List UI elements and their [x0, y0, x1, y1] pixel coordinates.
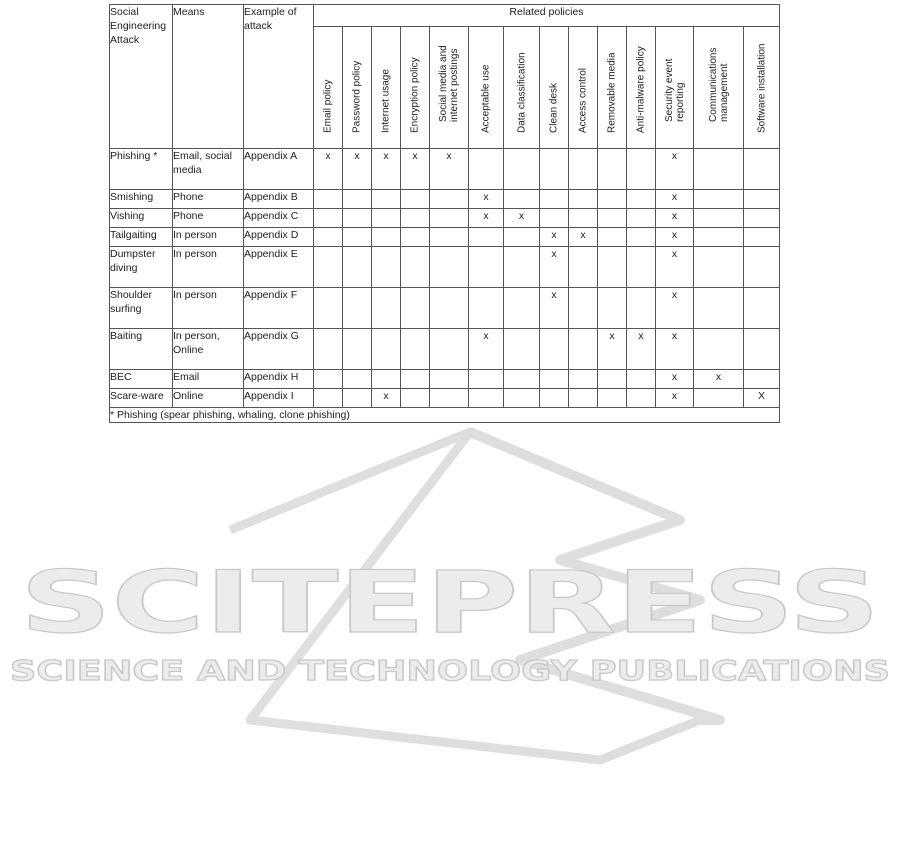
- mark-cell: [314, 228, 343, 247]
- mark-cell: [504, 149, 540, 190]
- mark-cell: [469, 149, 504, 190]
- policy-header: [314, 26, 343, 148]
- mark-cell: [504, 247, 540, 288]
- mark-cell: [744, 247, 780, 288]
- mark-cell: [540, 370, 569, 389]
- policy-label: Anti-malware policy: [635, 46, 647, 133]
- policy-header: [372, 26, 401, 148]
- means-cell: In person: [173, 228, 244, 247]
- example-cell: Appendix H: [244, 370, 314, 389]
- mark-cell: [343, 389, 372, 408]
- attack-cell: Dumpster diving: [110, 247, 173, 288]
- policy-label: Internet usage: [380, 69, 392, 133]
- mark-cell: [343, 370, 372, 389]
- mark-cell: x: [656, 190, 694, 209]
- mark-cell: [343, 190, 372, 209]
- policy-label: Security event reporting: [663, 58, 686, 122]
- mark-cell: [430, 209, 469, 228]
- mark-cell: [430, 389, 469, 408]
- mark-cell: [694, 228, 744, 247]
- mark-cell: x: [656, 149, 694, 190]
- mark-cell: x: [401, 149, 430, 190]
- mark-cell: [372, 288, 401, 329]
- table-row: [110, 288, 780, 329]
- mark-cell: [401, 209, 430, 228]
- mark-cell: [627, 209, 656, 228]
- mark-cell: [372, 370, 401, 389]
- mark-cell: [504, 228, 540, 247]
- mark-cell: x: [343, 149, 372, 190]
- mark-cell: [469, 288, 504, 329]
- header-attack: Social Engineering Attack: [110, 5, 173, 149]
- mark-cell: [569, 370, 598, 389]
- mark-cell: [343, 288, 372, 329]
- mark-cell: [627, 247, 656, 288]
- footnote-row: [110, 408, 780, 423]
- mark-cell: x: [540, 247, 569, 288]
- mark-cell: x: [469, 190, 504, 209]
- mark-cell: [694, 209, 744, 228]
- mark-cell: x: [314, 149, 343, 190]
- mark-cell: [540, 209, 569, 228]
- mark-cell: x: [540, 288, 569, 329]
- mark-cell: [569, 190, 598, 209]
- mark-cell: [314, 370, 343, 389]
- mark-cell: [401, 228, 430, 247]
- mark-cell: [401, 190, 430, 209]
- policy-header: [469, 26, 504, 148]
- mark-cell: [469, 370, 504, 389]
- policy-header: [627, 26, 656, 148]
- means-cell: Phone: [173, 209, 244, 228]
- policy-label: Email policy: [322, 79, 334, 133]
- header-example: Example of attack: [244, 5, 314, 149]
- mark-cell: [598, 149, 627, 190]
- example-cell: Appendix I: [244, 389, 314, 408]
- mark-cell: [343, 329, 372, 370]
- mark-cell: x: [540, 228, 569, 247]
- means-cell: Online: [173, 389, 244, 408]
- mark-cell: x: [656, 247, 694, 288]
- mark-cell: [694, 389, 744, 408]
- mark-cell: [598, 190, 627, 209]
- mark-cell: x: [694, 370, 744, 389]
- policy-header: [744, 26, 780, 148]
- attack-cell: Phishing *: [110, 149, 173, 190]
- table-row: [110, 329, 780, 370]
- policy-header: [656, 26, 694, 148]
- mark-cell: [314, 247, 343, 288]
- means-cell: In person: [173, 288, 244, 329]
- mark-cell: [343, 228, 372, 247]
- example-cell: Appendix F: [244, 288, 314, 329]
- table-row: [110, 149, 780, 190]
- mark-cell: [401, 288, 430, 329]
- mark-cell: x: [656, 370, 694, 389]
- mark-cell: [694, 190, 744, 209]
- mark-cell: x: [504, 209, 540, 228]
- table-row: [110, 190, 780, 209]
- mark-cell: [314, 389, 343, 408]
- watermark-title: SCITEPRESS: [20, 553, 880, 653]
- policy-header: [569, 26, 598, 148]
- mark-cell: [430, 370, 469, 389]
- mark-cell: [744, 329, 780, 370]
- mark-cell: [569, 149, 598, 190]
- mark-cell: [598, 228, 627, 247]
- table-row: [110, 389, 780, 408]
- mark-cell: [627, 288, 656, 329]
- mark-cell: [430, 247, 469, 288]
- policy-label: Access control: [577, 67, 589, 133]
- means-cell: Email, social media: [173, 149, 244, 190]
- mark-cell: x: [598, 329, 627, 370]
- mark-cell: [569, 288, 598, 329]
- mark-cell: x: [569, 228, 598, 247]
- mark-cell: [694, 247, 744, 288]
- table-row: [110, 209, 780, 228]
- mark-cell: [504, 190, 540, 209]
- attack-cell: Tailgaiting: [110, 228, 173, 247]
- table-footnote: * Phishing (spear phishing, whaling, clone phishing): [110, 408, 780, 423]
- mark-cell: x: [656, 389, 694, 408]
- mark-cell: [744, 288, 780, 329]
- mark-cell: [694, 288, 744, 329]
- mark-cell: [314, 190, 343, 209]
- example-cell: Appendix G: [244, 329, 314, 370]
- mark-cell: [372, 190, 401, 209]
- policy-label: Data classification: [516, 52, 527, 133]
- mark-cell: x: [656, 288, 694, 329]
- policy-header: [598, 26, 627, 148]
- policy-header: [694, 26, 744, 148]
- mark-cell: [744, 209, 780, 228]
- mark-cell: [401, 329, 430, 370]
- mark-cell: [569, 389, 598, 408]
- mark-cell: [694, 149, 744, 190]
- mark-cell: [598, 247, 627, 288]
- means-cell: In person: [173, 247, 244, 288]
- mark-cell: X: [744, 389, 780, 408]
- mark-cell: [627, 190, 656, 209]
- attack-cell: Shoulder surfing: [110, 288, 173, 329]
- mark-cell: [744, 190, 780, 209]
- mark-cell: [627, 370, 656, 389]
- mark-cell: x: [656, 228, 694, 247]
- policy-label: Social media and internet postings: [438, 45, 460, 122]
- means-cell: Phone: [173, 190, 244, 209]
- mark-cell: [598, 209, 627, 228]
- mark-cell: x: [469, 209, 504, 228]
- policy-label: Clean desk: [548, 82, 560, 133]
- policy-label: Removable media: [606, 52, 618, 133]
- mark-cell: [598, 370, 627, 389]
- mark-cell: [540, 329, 569, 370]
- header-means: Means: [173, 5, 244, 149]
- example-cell: Appendix E: [244, 247, 314, 288]
- mark-cell: [504, 288, 540, 329]
- mark-cell: [430, 190, 469, 209]
- policy-label: Communications management: [707, 47, 730, 122]
- mark-cell: x: [372, 389, 401, 408]
- mark-cell: x: [469, 329, 504, 370]
- mark-cell: [372, 247, 401, 288]
- mark-cell: [314, 209, 343, 228]
- example-cell: Appendix D: [244, 228, 314, 247]
- mark-cell: [598, 288, 627, 329]
- means-cell: In person, Online: [173, 329, 244, 370]
- mark-cell: [569, 329, 598, 370]
- table-row: [110, 247, 780, 288]
- mark-cell: [430, 329, 469, 370]
- policy-header: [540, 26, 569, 148]
- mark-cell: [401, 370, 430, 389]
- mark-cell: [627, 389, 656, 408]
- mark-cell: [504, 329, 540, 370]
- means-cell: Email: [173, 370, 244, 389]
- mark-cell: [744, 149, 780, 190]
- policy-label: Software installation: [756, 43, 767, 133]
- policy-label: Password policy: [351, 60, 363, 133]
- attack-cell: BEC: [110, 370, 173, 389]
- policy-header: [343, 26, 372, 148]
- mark-cell: [744, 370, 780, 389]
- policy-label: Acceptable use: [480, 64, 492, 133]
- policy-label: Encryption policy: [409, 57, 421, 133]
- mark-cell: [372, 209, 401, 228]
- attack-cell: Smishing: [110, 190, 173, 209]
- mark-cell: [569, 247, 598, 288]
- mark-cell: x: [372, 149, 401, 190]
- example-cell: Appendix B: [244, 190, 314, 209]
- example-cell: Appendix C: [244, 209, 314, 228]
- mark-cell: [401, 389, 430, 408]
- attack-cell: Scare-ware: [110, 389, 173, 408]
- mark-cell: [401, 247, 430, 288]
- mark-cell: [598, 389, 627, 408]
- attack-cell: Baiting: [110, 329, 173, 370]
- mark-cell: x: [430, 149, 469, 190]
- table-row: [110, 370, 780, 389]
- mark-cell: [372, 329, 401, 370]
- mark-cell: [469, 247, 504, 288]
- mark-cell: x: [656, 209, 694, 228]
- mark-cell: [504, 389, 540, 408]
- mark-cell: [314, 329, 343, 370]
- policy-header: [401, 26, 430, 148]
- mark-cell: x: [656, 329, 694, 370]
- mark-cell: [744, 228, 780, 247]
- mark-cell: [343, 209, 372, 228]
- mark-cell: [372, 228, 401, 247]
- mark-cell: [569, 209, 598, 228]
- mark-cell: [430, 288, 469, 329]
- mark-cell: [694, 329, 744, 370]
- mark-cell: [540, 389, 569, 408]
- mark-cell: [430, 228, 469, 247]
- watermark-subtitle: SCIENCE AND TECHNOLOGY PUBLICATIONS: [10, 654, 890, 687]
- mark-cell: [343, 247, 372, 288]
- mark-cell: x: [627, 329, 656, 370]
- example-cell: Appendix A: [244, 149, 314, 190]
- mark-cell: [469, 228, 504, 247]
- mark-cell: [540, 149, 569, 190]
- mark-cell: [540, 190, 569, 209]
- table-row: [110, 228, 780, 247]
- mark-cell: [314, 288, 343, 329]
- mark-cell: [627, 149, 656, 190]
- attack-cell: Vishing: [110, 209, 173, 228]
- header-related-policies: Related policies: [314, 5, 780, 27]
- mark-cell: [469, 389, 504, 408]
- mark-cell: [504, 370, 540, 389]
- policy-header: [504, 26, 540, 148]
- mark-cell: [627, 228, 656, 247]
- policy-table: [109, 4, 780, 423]
- policy-header: [430, 26, 469, 148]
